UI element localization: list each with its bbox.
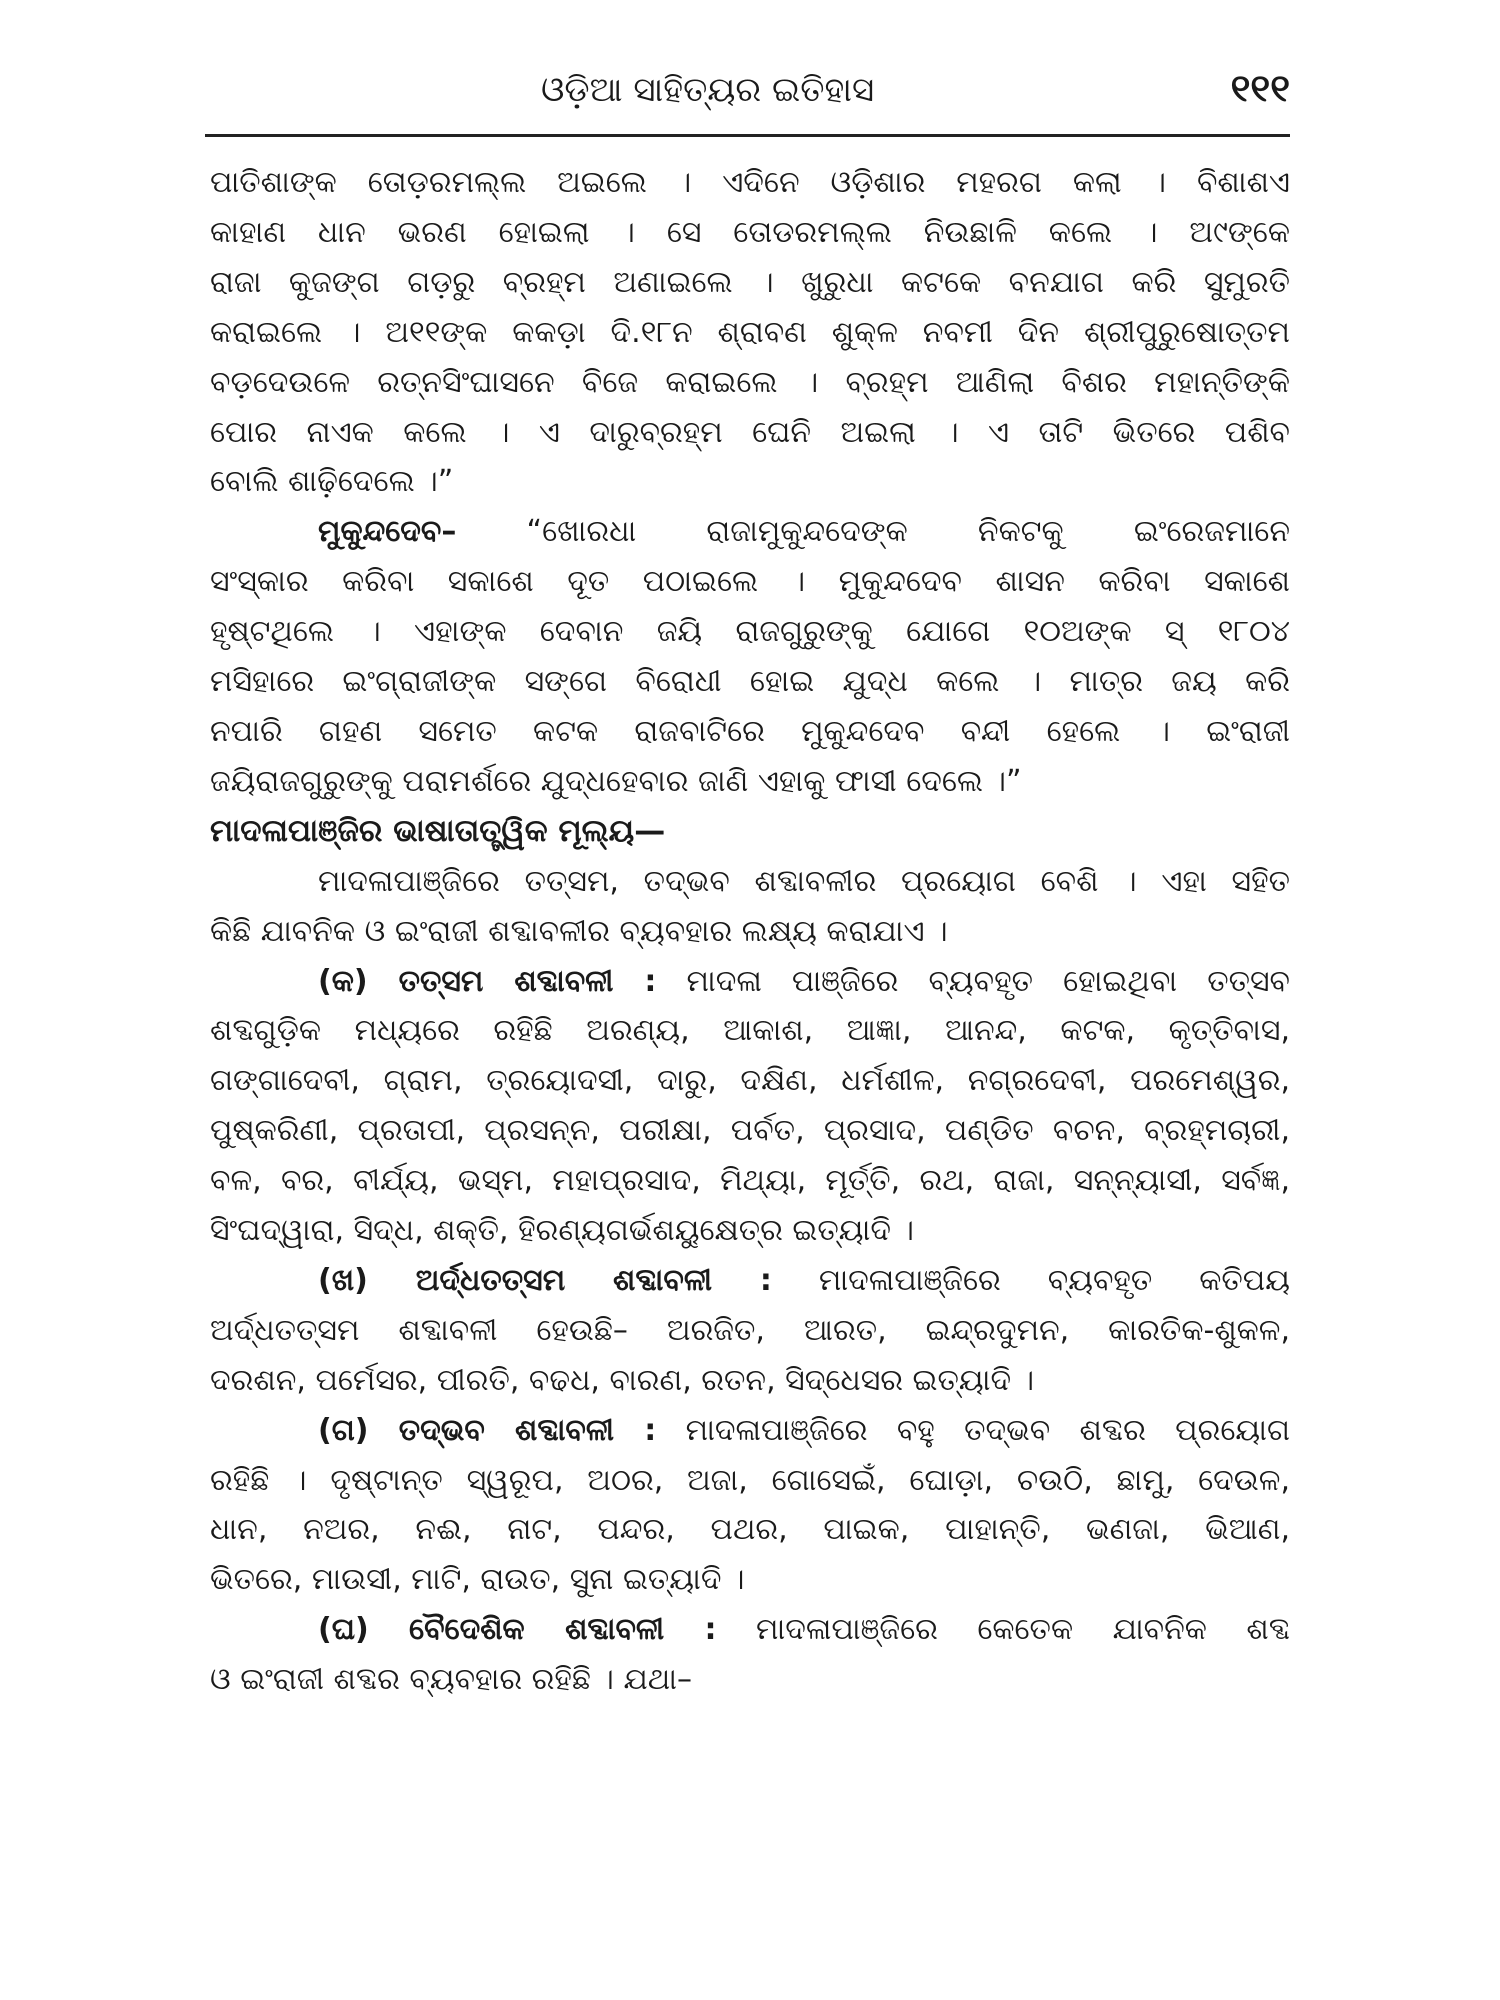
text-line: ଓ ଇଂରାଜୀ ଶବ୍ଦର ବ୍ୟବହାର ରହିଛି । ଯଥା–	[210, 1662, 692, 1698]
text-line: କରାଇଲେ । ଅ୧୧ଙ୍କ କକଡ଼ା ଦି.୧୮ନ ଶ୍ରାବଣ ଶୁକ୍ଳ ନବମୀ ଦିନ ଶ୍ରୀପୁରୁଷୋତ୍ତମ	[210, 314, 1290, 350]
text-run: “ଖୋରଧା ରାଜାମୁକୁନ୍ଦଦେଙ୍କ ନିକଟକୁ ଇଂରେଜମାନେ	[526, 514, 1290, 550]
text-line: ମାଦଳାପାଞ୍ଜିରେ ତତ୍ସମ, ତଦ୍ଭବ ଶବ୍ଦାବଳୀର ପ୍ରୟୋଗ ବେଶି । ଏହା ସହିତ	[318, 863, 1290, 899]
text-run: ମାଦଳାପାଞ୍ଜିରେ କେତେକ ଯାବନିକ ଶବ୍ଦ	[755, 1612, 1290, 1648]
page-body	[210, 158, 1290, 1705]
header-rule	[205, 134, 1290, 137]
paragraph-first-line	[210, 1406, 1290, 1456]
section-heading: ମାଦଳାପାଞ୍ଜିର ଭାଷାତାତ୍ତ୍ୱିକ ମୂଲ୍ୟ—	[210, 812, 666, 849]
text-line: ରହିଛି । ଦୃଷ୍ଟାନ୍ତ ସ୍ୱରୂପ, ଅଠର, ଅଜା, ଗୋସେଇଁ, ଘୋଡ଼ା, ଚଉଠି, ଛାମୁ, ଦେଉଳ,	[210, 1462, 1290, 1498]
text-line: କାହାଣ ଧାନ ଭରଣ ହୋଇଲା । ସେ ତୋଡରମଲ୍ଲ ନିଉଛାଳି କଲେ । ଅ୯ଙ୍କେ	[210, 214, 1290, 250]
run-in-heading: ମୁକୁନ୍ଦଦେବ–	[318, 514, 457, 550]
run-in-heading: (ଖ) ଅର୍ଦ୍ଧତତ୍ସମ ଶବ୍ଦାବଳୀ :	[318, 1262, 772, 1298]
text-line: ହୃଷ୍ଟଥିଲେ । ଏହାଙ୍କ ଦେବାନ ଜୟି ରାଜଗୁରୁଙ୍କୁ ଯୋଗେ ୧୦ଅଙ୍କ ସ୍ ୧୮୦୪	[210, 614, 1290, 650]
text-line: ଦରଶନ, ପର୍ମେସର, ପୀରତି, ବଢଧ, ବାରଣ, ରତନ, ସିଦ୍ଧେସର ଇତ୍ୟାଦି ।	[210, 1362, 1035, 1398]
text-line: ସିଂଘଦ୍ୱାରା, ସିଦ୍ଧ, ଶକ୍ତି, ହିରଣ୍ୟଗର୍ଭଶୟୁକ୍ଷେତ୍ର ଇତ୍ୟାଦି ।	[210, 1213, 915, 1249]
text-line: ଧାନ, ନଅର, ନଈ, ନାଟ, ପନ୍ଦର, ପଥର, ପାଇକ, ପାହାନ୍ତି, ଭଣଜା, ଭିଆଣ,	[210, 1512, 1290, 1548]
paragraph-first-line	[210, 1256, 1290, 1306]
paragraph-first-line	[210, 957, 1290, 1007]
text-line: ରାଜା କୁଜଙ୍ଗ ଗଡ଼ରୁ ବ୍ରହ୍ମ ଅଣାଇଲେ । ଖୁରୁଧା କଟକେ ବନଯାଗ କରି ସୁମୁରତି	[210, 264, 1290, 300]
text-line: ଗଙ୍ଗାଦେବୀ, ଗ୍ରାମ, ତ୍ରୟୋଦସୀ, ଦାରୁ, ଦକ୍ଷିଣ, ଧର୍ମଶୀଳ, ନଗ୍ରଦେବୀ, ପରମେଶ୍ୱର,	[210, 1063, 1290, 1099]
text-line: ଅର୍ଦ୍ଧତତ୍ସମ ଶବ୍ଦାବଳୀ ହେଉଛି– ଅରଜିତ, ଆରତ, ଇନ୍ଦ୍ରଦୁମନ, କାରତିକ-ଶୁକଳ,	[210, 1312, 1290, 1348]
text-run: ମାଦଳାପାଞ୍ଜିରେ ବ୍ୟବହୃତ କତିପୟ	[818, 1262, 1290, 1298]
text-line: ପୁଷ୍କରିଣୀ, ପ୍ରତାପୀ, ପ୍ରସନ୍ନ, ପରୀକ୍ଷା, ପର୍ବତ, ପ୍ରସାଦ, ପଣ୍ଡିତ ବଚନ, ବ୍ରହ୍ମଚାରୀ,	[210, 1113, 1290, 1149]
text-run: ମାଦଳାପାଞ୍ଜିରେ ବହୁ ତଦ୍ଭବ ଶବ୍ଦର ପ୍ରୟୋଗ	[685, 1412, 1290, 1448]
text-line: ସଂସ୍କାର କରିବା ସକାଶେ ଦୂତ ପଠାଇଲେ । ମୁକୁନ୍ଦଦେବ ଶାସନ କରିବା ସକାଶେ	[210, 564, 1290, 600]
text-line: ବଡ଼ଦେଉଳେ ରତ୍ନସିଂଘାସନେ ବିଜେ କରାଇଲେ । ବ୍ରହ୍ମ ଆଣିଲା ବିଶର ମହାନ୍ତିଙ୍କି	[210, 364, 1290, 400]
page-number: ୧୧୧	[1230, 66, 1290, 110]
text-line: ଭିତରେ, ମାଉସୀ, ମାଟି, ରାଉତ, ସୁନା ଇତ୍ୟାଦି ।	[210, 1562, 745, 1598]
text-line: ମସିହାରେ ଇଂଗ୍ରାଜୀଙ୍କ ସଙ୍ଗେ ବିରୋଧୀ ହୋଇ ଯୁଦ୍ଧ କଲେ । ମାତ୍ର ଜୟ କରି	[210, 664, 1290, 700]
paragraph-first-line	[210, 507, 1290, 557]
text-run: ମାଦଳା ପାଞ୍ଜିରେ ବ୍ୟବହୃତ ହୋଇଥିବା ତତ୍ସବ	[686, 963, 1290, 999]
run-in-heading: (ଘ) ବୈଦେଶିକ ଶବ୍ଦାବଳୀ :	[318, 1612, 717, 1648]
text-line: ଶବ୍ଦଗୁଡ଼ିକ ମଧ୍ୟରେ ରହିଛି ଅରଣ୍ୟ, ଆକାଶ, ଆଜ୍ଞା, ଆନନ୍ଦ, କଟକ, କୃତ୍ତିବାସ,	[210, 1013, 1290, 1049]
page-header	[205, 60, 1290, 130]
paragraph-first-line	[210, 1605, 1290, 1655]
run-in-heading: (କ) ତତ୍ସମ ଶବ୍ଦାବଳୀ :	[318, 963, 657, 999]
run-in-heading: (ଗ) ତଦ୍ଭବ ଶବ୍ଦାବଳୀ :	[318, 1412, 657, 1448]
text-line: ବୋଲି ଶାଢ଼ିଦେଲେ ।”	[210, 464, 454, 500]
text-line: ନପାରି ଗହଣ ସମେତ କଟକ ରାଜବାଟିରେ ମୁକୁନ୍ଦଦେବ ବନ୍ଦୀ ହେଲେ । ଇଂରାଜୀ	[210, 713, 1290, 749]
text-line: କିଛି ଯାବନିକ ଓ ଇଂରାଜୀ ଶବ୍ଦାବଳୀର ବ୍ୟବହାର ଲକ୍ଷ୍ୟ କରାଯାଏ ।	[210, 913, 948, 949]
running-title: ଓଡ଼ିଆ ସାହିତ୍ୟର ଇତିହାସ	[541, 70, 875, 110]
text-line: ଜୟିରାଜଗୁରୁଙ୍କୁ ପରାମର୍ଶରେ ଯୁଦ୍ଧହେବାର ଜାଣି ଏହାକୁ ଫାସୀ ଦେଲେ ।”	[210, 763, 1022, 799]
text-line: ବଳ, ବର, ବୀର୍ଯ୍ୟ, ଭସ୍ମ, ମହାପ୍ରସାଦ, ମିଥ୍ୟା, ମୂର୍ତ୍ତି, ରଥ, ରାଜା, ସନ୍ନ୍ୟାସୀ, ସର୍ବଜ୍ଞ,	[210, 1163, 1290, 1199]
text-line: ପାତିଶାଙ୍କ ତୋଡ଼ରମଲ୍ଲ ଅଇଲେ । ଏଦିନେ ଓଡ଼ିଶାର ମହରଗ କଲା । ବିଶାଶଏ	[210, 165, 1290, 200]
text-line: ପୋର ନାଏକ କଲେ । ଏ ଦାରୁବ୍ରହ୍ମ ଘେନି ଅଇଲା । ଏ ତାଟି ଭିତରେ ପଶିବ	[210, 414, 1290, 450]
